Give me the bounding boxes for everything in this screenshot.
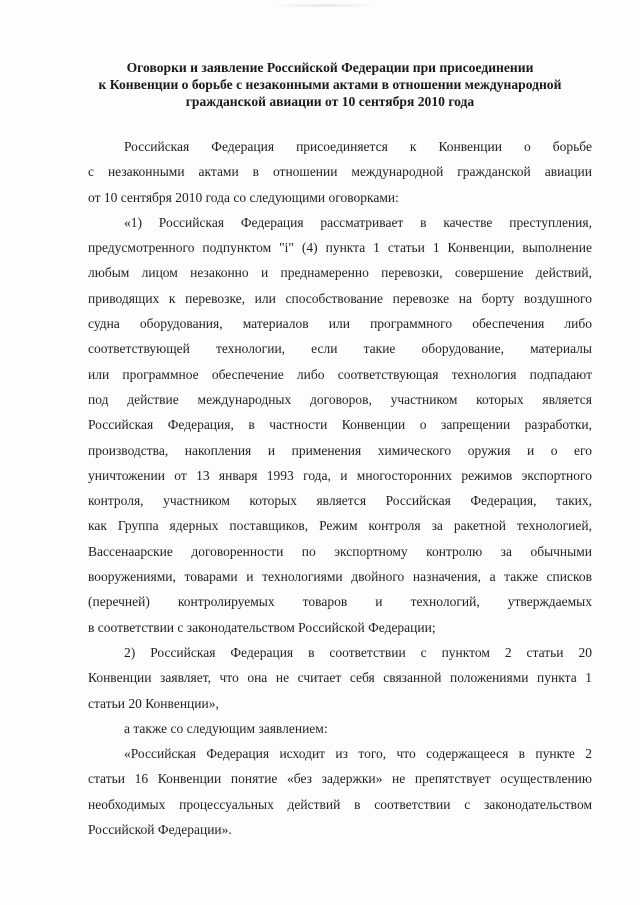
- text-line: (перечней) контролируемых товаров и технологий, утверждаемых: [88, 594, 592, 610]
- text-line: судна оборудования, материалов или программного обеспечения либо: [88, 316, 592, 332]
- text-line: статьи 20 Конвенции»,: [88, 695, 219, 711]
- scan-artifact: [270, 4, 380, 7]
- text-line: как Группа ядерных поставщиков, Режим контроля за ракетной технологией,: [88, 518, 592, 534]
- statement-paragraph: [88, 741, 592, 842]
- text-line: предусмотренного подпунктом "i" (4) пункта 1 статьи 1 Конвенции, выполнение: [88, 240, 592, 256]
- text-line: под действие международных договоров, участником которых является: [88, 391, 592, 407]
- document-body: [88, 134, 592, 842]
- reservation-2-paragraph: [88, 640, 592, 716]
- text-line: а также со следующим заявлением:: [124, 720, 328, 736]
- text-line: соответствующей технологии, если такие оборудование, материалы: [88, 341, 592, 357]
- statement-intro-paragraph: [88, 716, 592, 741]
- text-line: вооружениями, товарами и технологиями двойного назначения, а также списков: [88, 569, 592, 585]
- text-line: «Российская Федерация исходит из того, что содержащееся в пункте 2: [124, 746, 592, 762]
- document-title: [60, 59, 600, 110]
- text-line: Российская Федерация присоединяется к Конвенции о борьбе: [124, 139, 592, 154]
- text-line: от 10 сентября 2010 года со следующими оговорками:: [88, 189, 399, 205]
- title-line: Оговорки и заявление Российской Федерации при присоединении: [126, 60, 534, 75]
- text-line: «1) Российская Федерация рассматривает в качестве преступления,: [124, 214, 592, 230]
- text-line: статьи 16 Конвенции понятие «без задержки» не препятствует осуществлению: [88, 771, 592, 787]
- text-line: контроля, участником которых является Российская Федерация, таких,: [88, 493, 592, 509]
- text-line: Конвенции заявляет, что она не считает себя связанной положениями пункта 1: [88, 670, 592, 686]
- title-line: к Конвенции о борьбе с незаконными актами в отношении международной: [98, 77, 562, 92]
- text-line: или программное обеспечение либо соответствующая технология подпадают: [88, 366, 592, 382]
- text-line: Вассенаарские договоренности по экспортному контролю за обычными: [88, 543, 592, 559]
- text-line: Российской Федерации».: [88, 822, 232, 838]
- text-line: любым лицом незаконно и преднамеренно перевозки, совершение действий,: [88, 265, 592, 281]
- text-line: приводящих к перевозке, или способствование перевозке на борту воздушного: [88, 290, 592, 306]
- text-line: 2) Российская Федерация в соответствии с пунктом 2 статьи 20: [124, 644, 592, 660]
- intro-paragraph: [88, 134, 592, 210]
- text-line: с незаконными актами в отношении международной гражданской авиации: [88, 164, 592, 180]
- text-line: уничтожении от 13 января 1993 года, и многосторонних режимов экспортного: [88, 467, 592, 483]
- text-line: производства, накопления и применения химического оружия и о его: [88, 442, 592, 458]
- title-line: гражданской авиации от 10 сентября 2010 года: [185, 94, 475, 109]
- text-line: в соответствии с законодательством Российской Федерации;: [88, 619, 436, 635]
- text-line: необходимых процессуальных действий в соответствии с законодательством: [88, 796, 592, 812]
- reservation-1-paragraph: [88, 210, 592, 640]
- text-line: Российская Федерация, в частности Конвенции о запрещении разработки,: [88, 417, 592, 433]
